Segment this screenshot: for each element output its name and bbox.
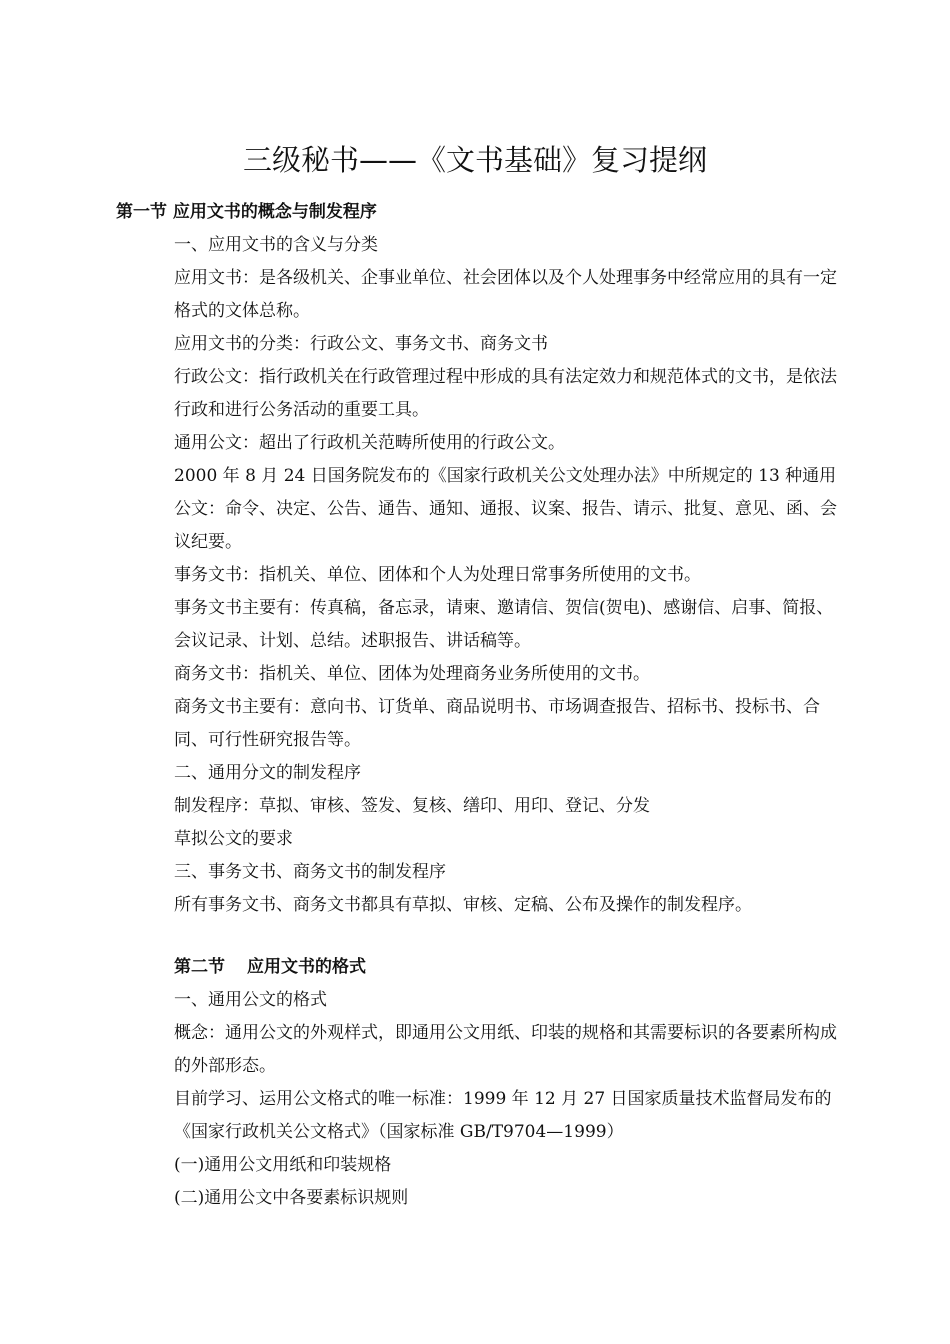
paragraph: 一、应用文书的含义与分类: [174, 235, 378, 255]
document-title: 三级秘书——《文书基础》复习提纲: [242, 143, 707, 177]
paragraph: 应用文书的分类：行政公文、事务文书、商务文书: [174, 334, 548, 354]
section-2-heading: [174, 951, 844, 984]
paragraph: (二)通用公文中各要素标识规则: [174, 1188, 409, 1208]
section-2-number: 第二节: [174, 957, 225, 977]
paragraph: 制发程序：草拟、审核、签发、复核、缮印、用印、登记、分发: [174, 796, 650, 816]
paragraph: 事务文书：指机关、单位、团体和个人为处理日常事务所使用的文书。: [174, 565, 701, 585]
paragraph: 目前学习、运用公文格式的唯一标准：1999 年 12 月 27 日国家质量技术监督局发布的《国家行政机关公文格式》（国家标准 GB/T9704—1999）: [174, 1089, 832, 1142]
paragraph: 概念：通用公文的外观样式，即通用公文用纸、印装的规格和其需要标识的各要素所构成的外部形态。: [174, 1023, 837, 1076]
paragraph: 通用公文：超出了行政机关范畴所使用的行政公文。: [174, 433, 565, 453]
paragraph: 应用文书：是各级机关、企事业单位、社会团体以及个人处理事务中经常应用的具有一定格式的文体总称。: [174, 268, 837, 321]
paragraph: 商务文书主要有：意向书、订货单、商品说明书、市场调查报告、招标书、投标书、合同、可行性研究报告等。: [174, 697, 820, 750]
paragraph: 二、通用分文的制发程序: [174, 763, 361, 783]
paragraph: 一、通用公文的格式: [174, 990, 327, 1010]
paragraph: 三、事务文书、商务文书的制发程序: [174, 862, 446, 882]
document-body: [174, 229, 844, 1215]
section-1-heading: 第一节 应用文书的概念与制发程序: [116, 202, 377, 222]
section-spacer: [174, 922, 844, 951]
paragraph: 商务文书：指机关、单位、团体为处理商务业务所使用的文书。: [174, 664, 650, 684]
section-2-title: 应用文书的格式: [247, 957, 366, 977]
paragraph: 2000 年 8 月 24 日国务院发布的《国家行政机关公文处理办法》中所规定的 13 种通用公文：命令、决定、公告、通告、通知、通报、议案、报告、请示、批复、意见、函、会议纪要。: [174, 466, 837, 552]
paragraph: 行政公文：指行政机关在行政管理过程中形成的具有法定效力和规范体式的文书，是依法行政和进行公务活动的重要工具。: [174, 367, 837, 420]
paragraph: (一)通用公文用纸和印装规格: [174, 1155, 392, 1175]
paragraph: 草拟公文的要求: [174, 829, 293, 849]
paragraph: 事务文书主要有：传真稿，备忘录，请柬、邀请信、贺信(贺电)、感谢信、启事、简报、会议记录、计划、总结。述职报告、讲话稿等。: [174, 598, 834, 651]
paragraph: 所有事务文书、商务文书都具有草拟、审核、定稿、公布及操作的制发程序。: [174, 895, 752, 915]
